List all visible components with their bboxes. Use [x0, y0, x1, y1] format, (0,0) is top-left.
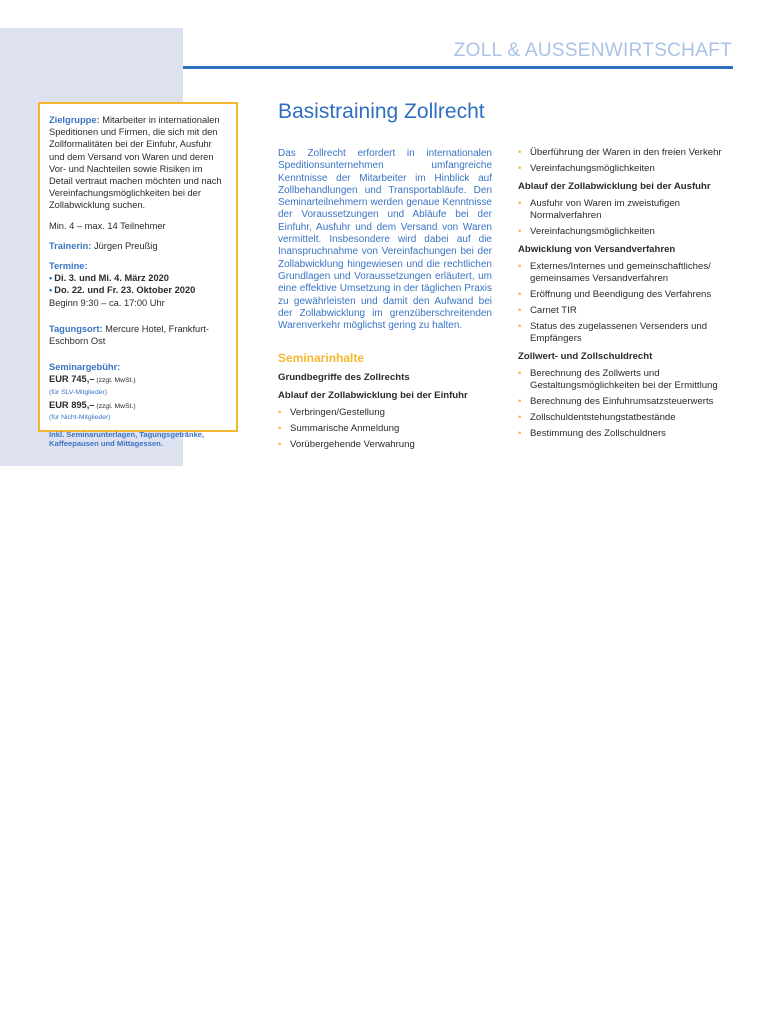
bullet-icon: • — [518, 396, 522, 407]
list-item — [278, 439, 498, 451]
venue — [49, 323, 228, 347]
list-item — [518, 305, 738, 317]
course-intro: Das Zollrecht erfordert in internationalen Speditionsunternehmen umfangreiche Kenntnisse der Mitarbeiter im Hinblick auf Zollbehandlungen und Transportabläufe. Den Seminarteilnehmern werden genaue Kenntnisse der Voraussetzungen und Abläufe bei der Einfuhr, Ausfuhr und dem Versand von Waren vermittelt. Insbesondere wird dabei auf die Inanspruchnahme von Vereinfachungen bei der Zollabwicklung hingewiesen und die rechtlichen Grundlagen und Voraussetzungen erläutert, um eine effektive Umsetzung in der täglichen Praxis zu gewährleisten und damit den Aufwand bei der Zollabwicklung im grenzüberschreitenden Warenverkehr möglichst gering zu halten. — [278, 148, 492, 332]
target-group-label: Zielgruppe: — [49, 115, 100, 125]
fee-nonmember-group: (für Nicht-Mitglieder) — [49, 413, 111, 421]
contents-heading: Seminarinhalte — [278, 351, 365, 365]
dates-list — [49, 272, 228, 296]
fee-nonmember-price: EUR 895,– — [49, 399, 95, 410]
contents-section-heading: Ablauf der Zollabwicklung bei der Einfuhr — [278, 390, 468, 401]
list-item-text: Berechnung des Einfuhrumsatzsteuerwerts — [530, 396, 714, 407]
bullet-icon: • — [49, 285, 53, 296]
bullet-icon: • — [278, 407, 282, 418]
bullet-icon: • — [518, 368, 522, 379]
list-item — [518, 396, 738, 408]
list-item-text: Zollschuldentstehungstatbestände — [530, 412, 676, 423]
list-item-text: Berechnung des Zollwerts und Gestaltungsmöglichkeiten bei der Ermittlung — [530, 368, 718, 391]
bullet-icon: • — [278, 439, 282, 450]
fee-member-price: EUR 745,– — [49, 374, 95, 385]
bullet-icon: • — [518, 226, 522, 237]
trainer-label: Trainerin: — [49, 240, 92, 251]
list-item-text: Externes/Internes und gemeinschaftliches/ gemeinsames Versandverfahren — [530, 261, 711, 284]
list-item — [278, 423, 498, 435]
contents-list — [518, 261, 738, 345]
dates-label: Termine: — [49, 261, 88, 272]
list-item — [278, 407, 498, 419]
contents-section-heading: Abwicklung von Versandverfahren — [518, 244, 676, 255]
venue-text: Mercure Hotel, Frankfurt-Eschborn Ost — [49, 323, 209, 347]
list-item-text: Überführung der Waren in den freien Verkehr — [530, 147, 722, 158]
inclusive-note: Inkl. Seminarunterlagen, Tagungsgetränke, Kaffeepausen und Mittagessen. — [49, 429, 205, 449]
list-item-text: Verbringen/Gestellung — [290, 407, 385, 418]
fee-nonmember-note: (zzgl. MwSt.) — [94, 402, 136, 410]
list-item-text: Ausfuhr von Waren im zweistufigen Normalverfahren — [530, 198, 681, 221]
target-group-text: Mitarbeiter in internationalen Speditionen und Firmen, die sich mit den Zollformalitäten bei der Einfuhr, Ausfuhr und dem Versand von Waren und deren Vor- und Nachteilen sowie Risiken im Detail vertraut machen möchten und nach Vereinfachungsmöglichkeiten bei der Zollabwicklung suchen. — [49, 115, 222, 211]
target-group — [49, 114, 228, 212]
start-time: Beginn 9:30 – ca. 17:00 Uhr — [49, 297, 165, 308]
bullet-icon: • — [49, 273, 53, 284]
bullet-icon: • — [518, 163, 522, 174]
contents-column-left — [278, 372, 498, 457]
list-item-text: Status des zugelassenen Versenders und Empfängers — [530, 321, 708, 344]
contents-section-heading: Ablauf der Zollabwicklung bei der Ausfuhr — [518, 181, 711, 192]
list-item — [518, 428, 738, 440]
fee-label: Seminargebühr: — [49, 362, 121, 373]
list-item-text: Eröffnung und Beendigung des Verfahrens — [530, 289, 712, 300]
date-item: • Do. 22. und Fr. 23. Oktober 2020 — [49, 285, 196, 296]
list-item-text: Vereinfachungsmöglichkeiten — [530, 226, 655, 237]
bullet-icon: • — [518, 289, 522, 300]
contents-list — [518, 368, 738, 440]
list-item — [518, 321, 738, 345]
bullet-icon: • — [518, 321, 522, 332]
list-item — [518, 368, 738, 392]
info-box — [38, 102, 238, 449]
section-title: ZOLL & AUSSENWIRTSCHAFT — [453, 40, 732, 61]
list-item-text: Vereinfachungsmöglichkeiten — [530, 163, 655, 174]
list-item — [518, 261, 738, 285]
date-item: • Di. 3. und Mi. 4. März 2020 — [49, 273, 169, 284]
list-item-text: Carnet TIR — [530, 305, 577, 316]
bullet-icon: • — [518, 198, 522, 209]
participants: Min. 4 – max. 14 Teilnehmer — [49, 220, 166, 231]
contents-list — [278, 407, 498, 451]
fee-member — [49, 373, 228, 385]
list-item-text: Vorübergehende Verwahrung — [290, 439, 415, 450]
bullet-icon: • — [518, 428, 522, 439]
header-rule — [183, 66, 733, 69]
contents-section-heading: Zollwert- und Zollschuldrecht — [518, 351, 653, 362]
list-item — [518, 226, 738, 238]
contents-section-heading: Grundbegriffe des Zollrechts — [278, 372, 410, 383]
trainer — [49, 240, 228, 252]
bullet-icon: • — [278, 423, 282, 434]
contents-column-right — [518, 147, 738, 446]
contents-list — [518, 147, 738, 175]
fee-member-note: (zzgl. MwSt.) — [94, 377, 136, 385]
list-item-text: Summarische Anmeldung — [290, 423, 400, 434]
fee-nonmember — [49, 399, 228, 411]
bullet-icon: • — [518, 147, 522, 158]
list-item — [518, 147, 738, 159]
bullet-icon: • — [518, 412, 522, 423]
contents-list — [518, 198, 738, 238]
fee-member-group: (für SLV-Mitglieder) — [49, 388, 108, 396]
list-item-text: Bestimmung des Zollschuldners — [530, 428, 666, 439]
list-item — [518, 163, 738, 175]
list-item — [518, 412, 738, 424]
bullet-icon: • — [518, 261, 522, 272]
venue-label: Tagungsort: — [49, 323, 103, 334]
trainer-name: Jürgen Preußig — [91, 240, 158, 251]
course-title: Basistraining Zollrecht — [278, 100, 485, 123]
list-item — [518, 198, 738, 222]
list-item — [518, 289, 738, 301]
bullet-icon: • — [518, 305, 522, 316]
